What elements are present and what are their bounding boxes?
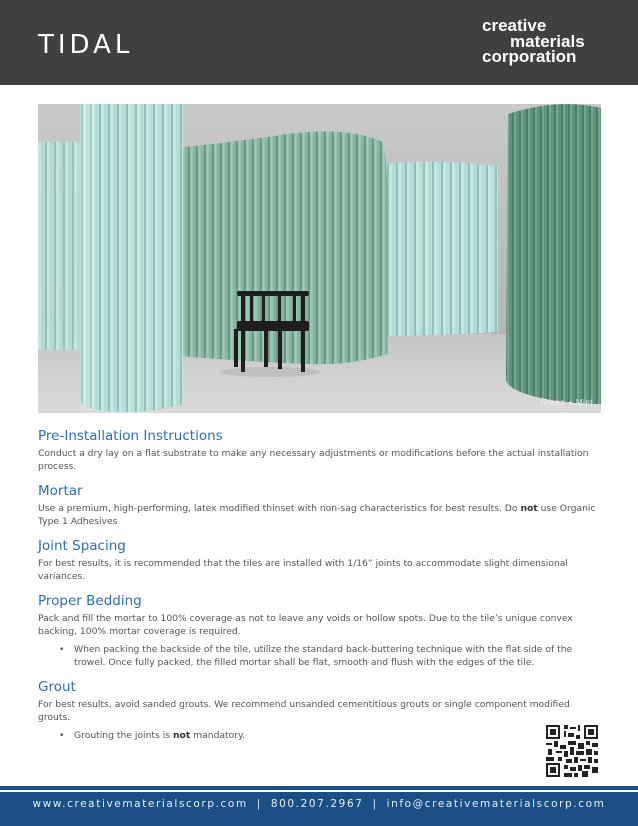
section-text-joint-spacing: For best results, it is recommended that the tiles are installed with 1/16” joints to accommodate slight dimensional variances. (38, 558, 568, 582)
section-text-proper-bedding: Pack and fill the mortar to 100% coverage as not to leave any voids or hollow spots. Due to the tile’s unique convex backing, 100% mortar coverage is required. (38, 613, 573, 637)
bullet-text-proper-bedding: When packing the backside of the tile, utilize the standard back-buttering technique with the flat side of the trowel. Once fully packed, the filled mortar shall be flat, smooth and flush with the edges of the tile. (74, 644, 573, 668)
section-title-pre-installation: Pre-Installation Instructions (38, 428, 223, 444)
section-title-proper-bedding: Proper Bedding (38, 593, 142, 609)
footer-phone[interactable]: 800.207.2967 (270, 798, 364, 810)
mortar-text-before: Use a premium, high-performing, latex modified thinset with non-sag characteristics for best results. Do (38, 503, 521, 514)
section-title-mortar: Mortar (38, 483, 83, 499)
instructions (38, 428, 598, 753)
logo-line-3: corporation (482, 47, 577, 66)
footer-bar (0, 792, 638, 826)
section-title-joint-spacing: Joint Spacing (38, 538, 126, 554)
footer-separator: | (372, 798, 378, 810)
section-text-mortar (38, 503, 598, 528)
logo-line-1: creative (482, 16, 547, 35)
section-text-grout: For best results, avoid sanded grouts. We recommend unsanded cementitious grouts or single component modified grouts. (38, 699, 570, 723)
footer-email-link[interactable]: info@creativematerialscorp.com (386, 798, 606, 810)
grout-bullet-bold: not (173, 730, 191, 741)
section-title-grout: Grout (38, 679, 76, 695)
hero-image (38, 104, 601, 413)
qr-code-icon[interactable] (546, 725, 598, 777)
mortar-text-bold: not (520, 503, 538, 514)
grout-bullet-after: mandatory. (190, 730, 246, 741)
product-name: TIDAL (38, 30, 134, 60)
hero-caption: Green + Mint (540, 398, 593, 407)
tile-room-illustration (38, 104, 601, 413)
mortar-text-after: use Organic Type 1 Adhesives (38, 503, 596, 527)
company-logo[interactable] (482, 17, 612, 69)
logo-line-2: materials (510, 32, 585, 51)
bullet-proper-bedding (38, 644, 598, 669)
bullet-grout (38, 730, 598, 743)
grout-bullet-before: Grouting the joints is (74, 730, 173, 741)
bullet-dot: • (59, 644, 65, 655)
bullet-dot: • (59, 730, 65, 741)
footer-stripe (0, 786, 638, 790)
header-bar (0, 0, 638, 85)
section-text-pre-installation: Conduct a dry lay on a flat substrate to make any necessary adjustments or modifications before the actual installation process. (38, 448, 589, 472)
footer-website-link[interactable]: www.creativematerialscorp.com (32, 798, 248, 810)
footer-separator: | (256, 798, 262, 810)
